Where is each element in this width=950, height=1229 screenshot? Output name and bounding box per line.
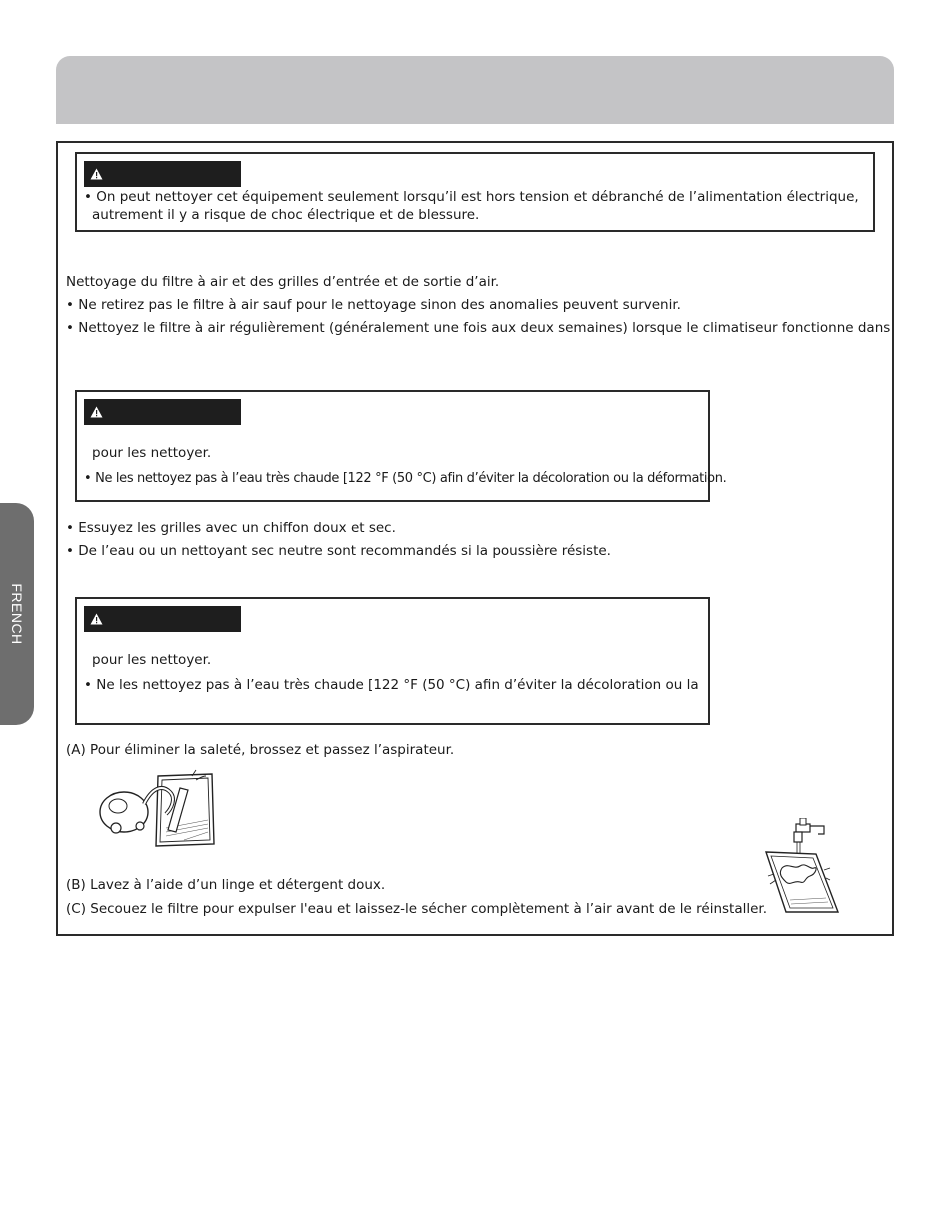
intro-line-2: • Ne retirez pas le filtre à air sauf pour le nettoyage sinon des anomalies peuvent survenir. [66, 297, 681, 313]
intro-line-3: • Nettoyez le filtre à air régulièrement (généralement une fois aux deux semaines) lorsque le climatiseur fonctionne dans [66, 320, 891, 336]
step-c-text: (C) Secouez le filtre pour expulser l'eau et laissez-le sécher complètement à l’air avant de le réinstaller. [66, 901, 768, 917]
vacuum-cleaner-filter-illustration [96, 762, 220, 850]
warning-label [84, 161, 241, 187]
faucet-washing-filter-illustration [760, 818, 842, 918]
step-a-text: (A) Pour éliminer la saleté, brossez et passez l’aspirateur. [66, 742, 455, 758]
warning-triangle-icon [90, 406, 103, 418]
intro-line-1: Nettoyage du filtre à air et des grilles d’entrée et de sortie d’air. [66, 274, 500, 290]
warning-1-line-2: autrement il y a risque de choc électrique et de blessure. [92, 207, 480, 223]
warning-1-line-1: • On peut nettoyer cet équipement seulement lorsqu’il est hors tension et débranché de l’alimentation électrique, [84, 189, 859, 205]
warning-2-line-1: pour les nettoyer. [92, 445, 212, 461]
side-tab-label: FRENCH [9, 583, 25, 645]
warning-label [84, 606, 241, 632]
warning-triangle-icon [90, 168, 103, 180]
warning-3-line-1: pour les nettoyer. [92, 652, 212, 668]
header-band [56, 56, 894, 124]
language-side-tab [0, 503, 34, 725]
warning-label [84, 399, 241, 425]
step-b-text: (B) Lavez à l’aide d’un linge et détergent doux. [66, 877, 386, 893]
warning-2-line-2: • Ne les nettoyez pas à l’eau très chaude [122 °F (50 °C) afin d’éviter la décoloration ou la déformation. [84, 471, 727, 486]
warning-triangle-icon [90, 613, 103, 625]
grilles-line-2: • De l’eau ou un nettoyant sec neutre sont recommandés si la poussière résiste. [66, 543, 611, 559]
grilles-line-1: • Essuyez les grilles avec un chiffon doux et sec. [66, 520, 396, 536]
warning-3-line-2: • Ne les nettoyez pas à l’eau très chaude [122 °F (50 °C) afin d’éviter la décoloration ou la [84, 677, 699, 693]
